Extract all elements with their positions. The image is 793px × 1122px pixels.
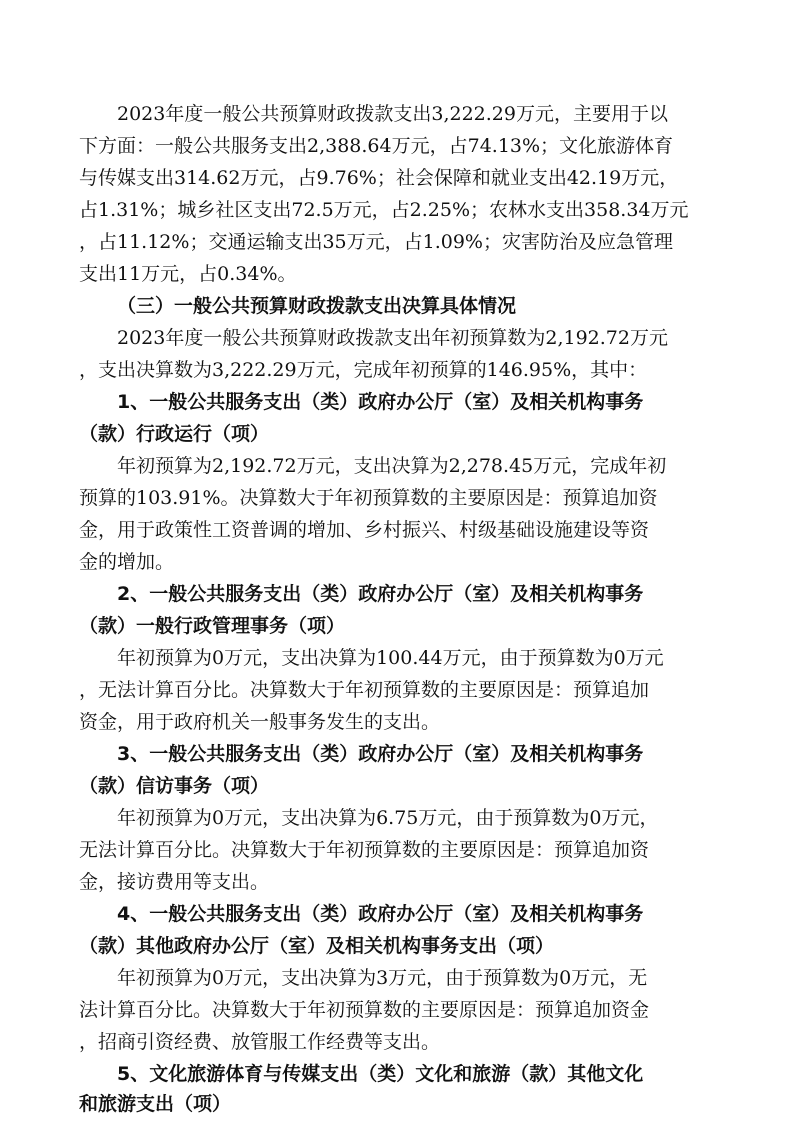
summary-line: 与传媒支出314.62万元，占9.76%；社会保障和就业支出42.19万元，: [79, 167, 679, 189]
item-heading-line: 4、一般公共服务支出（类）政府办公厅（室）及相关机构事务: [117, 903, 644, 925]
summary-line: 占1.31%；城乡社区支出72.5万元，占2.25%；农林水支出358.34万元: [79, 199, 689, 221]
item-body-line: 金，用于政策性工资普调的增加、乡村振兴、村级基础设施建设等资: [79, 519, 650, 541]
summary-line: 2023年度一般公共预算财政拨款支出3,222.29万元，主要用于以: [117, 103, 668, 125]
section-intro-line: ，支出决算数为3,222.29万元，完成年初预算的146.95%，其中：: [79, 359, 648, 381]
section-heading: （三）一般公共预算财政拨款支出决算具体情况: [117, 295, 517, 317]
item-body-line: 预算的103.91%。决算数大于年初预算数的主要原因是：预算追加资: [79, 487, 658, 509]
item-body-line: 金的增加。: [79, 551, 175, 573]
item-body-line: 年初预算为0万元，支出决算为6.75万元，由于预算数为0万元，: [117, 807, 659, 829]
item-heading-line: （款）行政运行（项）: [79, 423, 270, 445]
item-body-line: 无法计算百分比。决算数大于年初预算数的主要原因是：预算追加资: [79, 839, 650, 861]
section-intro-line: 2023年度一般公共预算财政拨款支出年初预算数为2,192.72万元: [117, 327, 668, 349]
summary-line: ，占11.12%；交通运输支出35万元，占1.09%；灾害防治及应急管理: [79, 231, 673, 253]
item-body-line: ，无法计算百分比。决算数大于年初预算数的主要原因是：预算追加: [79, 679, 650, 701]
item-body-line: ，招商引资经费、放管服工作经费等支出。: [79, 1031, 441, 1053]
item-heading-line: 3、一般公共服务支出（类）政府办公厅（室）及相关机构事务: [117, 743, 644, 765]
item-heading-line: （款）一般行政管理事务（项）: [79, 615, 346, 637]
item-body-line: 年初预算为2,192.72万元，支出决算为2,278.45万元，完成年初: [117, 455, 667, 477]
item-heading-line: （款）其他政府办公厅（室）及相关机构事务支出（项）: [79, 935, 555, 957]
item-body-line: 年初预算为0万元，支出决算为3万元，由于预算数为0万元，无: [117, 967, 648, 989]
item-body-line: 资金，用于政府机关一般事务发生的支出。: [79, 711, 441, 733]
item-heading-line: 1、一般公共服务支出（类）政府办公厅（室）及相关机构事务: [117, 391, 644, 413]
item-body-line: 年初预算为0万元，支出决算为100.44万元，由于预算数为0万元: [117, 647, 664, 669]
item-body-line: 法计算百分比。决算数大于年初预算数的主要原因是：预算追加资金: [79, 999, 650, 1021]
item-heading-line: （款）信访事务（项）: [79, 775, 270, 797]
summary-line: 支出11万元，占0.34%。: [79, 263, 297, 285]
item-body-line: 金，接访费用等支出。: [79, 871, 270, 893]
summary-line: 下方面：一般公共服务支出2,388.64万元，占74.13%；文化旅游体育: [79, 135, 674, 157]
item-heading-line: 5、文化旅游体育与传媒支出（类）文化和旅游（款）其他文化: [117, 1063, 644, 1085]
item-heading-line: 2、一般公共服务支出（类）政府办公厅（室）及相关机构事务: [117, 583, 644, 605]
item-heading-line: 和旅游支出（项）: [79, 1093, 232, 1115]
